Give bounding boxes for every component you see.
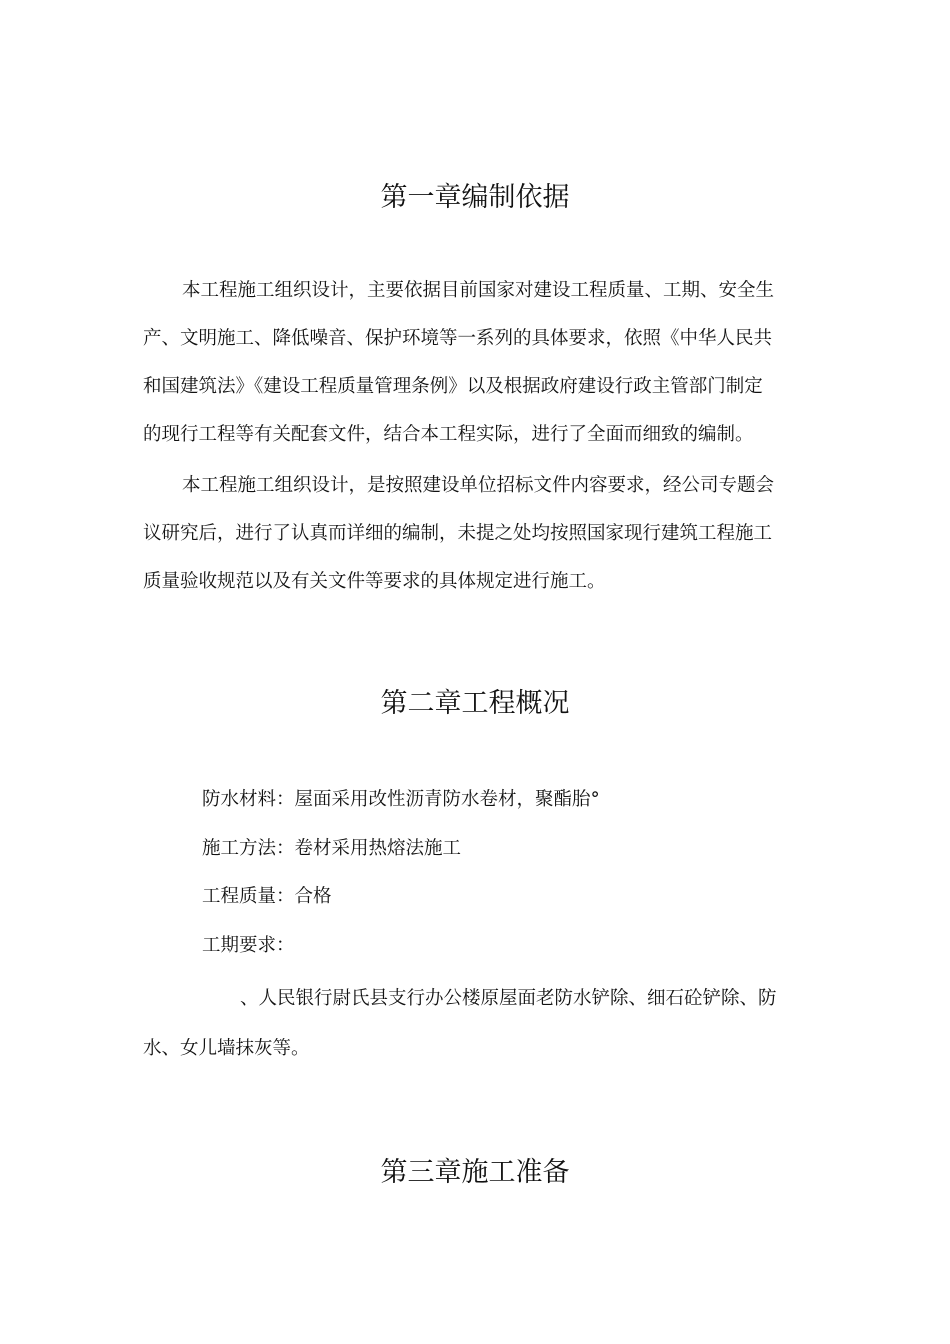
chapter1-para1-line3: 和国建筑法》《建设工程质量管理条例》以及根据政府建设行政主管部门制定 (143, 376, 763, 397)
chapter1-para1-line1: 本工程施工组织设计，主要依据目前国家对建设工程质量、工期、安全生 (182, 280, 775, 301)
chapter2-title: 第二章工程概况 (380, 688, 570, 719)
chapter2-item-quality: 工程质量：合格 (202, 886, 332, 907)
chapter1-para2-line3: 质量验收规范以及有关文件等要求的具体规定进行施工。 (143, 571, 606, 592)
chapter1-para2-line2: 议研究后，进行了认真而详细的编制，未提之处均按照国家现行建筑工程施工 (143, 523, 773, 544)
chapter2-item-method: 施工方法：卷材采用热熔法施工 (202, 838, 462, 859)
chapter2-scope-line2: 水、女儿墙抹灰等。 (143, 1038, 310, 1059)
chapter1-para2-line1: 本工程施工组织设计，是按照建设单位招标文件内容要求，经公司专题会 (182, 475, 775, 496)
chapter2-item-material: 防水材料：屋面采用改性沥青防水卷材，聚酯胎° (202, 789, 600, 810)
chapter3-title: 第三章施工准备 (380, 1157, 570, 1188)
chapter2-scope-line1: 、人民银行尉氏县支行办公楼原屋面老防水铲除、细石砼铲除、防 (240, 988, 777, 1009)
chapter1-title: 第一章编制依据 (380, 182, 570, 213)
chapter2-item-schedule: 工期要求： (202, 935, 295, 956)
chapter1-para1-line4: 的现行工程等有关配套文件，结合本工程实际，进行了全面而细致的编制。 (143, 424, 754, 445)
chapter1-para1-line2: 产、文明施工、降低噪音、保护环境等一系列的具体要求，依照《中华人民共 (143, 328, 773, 349)
